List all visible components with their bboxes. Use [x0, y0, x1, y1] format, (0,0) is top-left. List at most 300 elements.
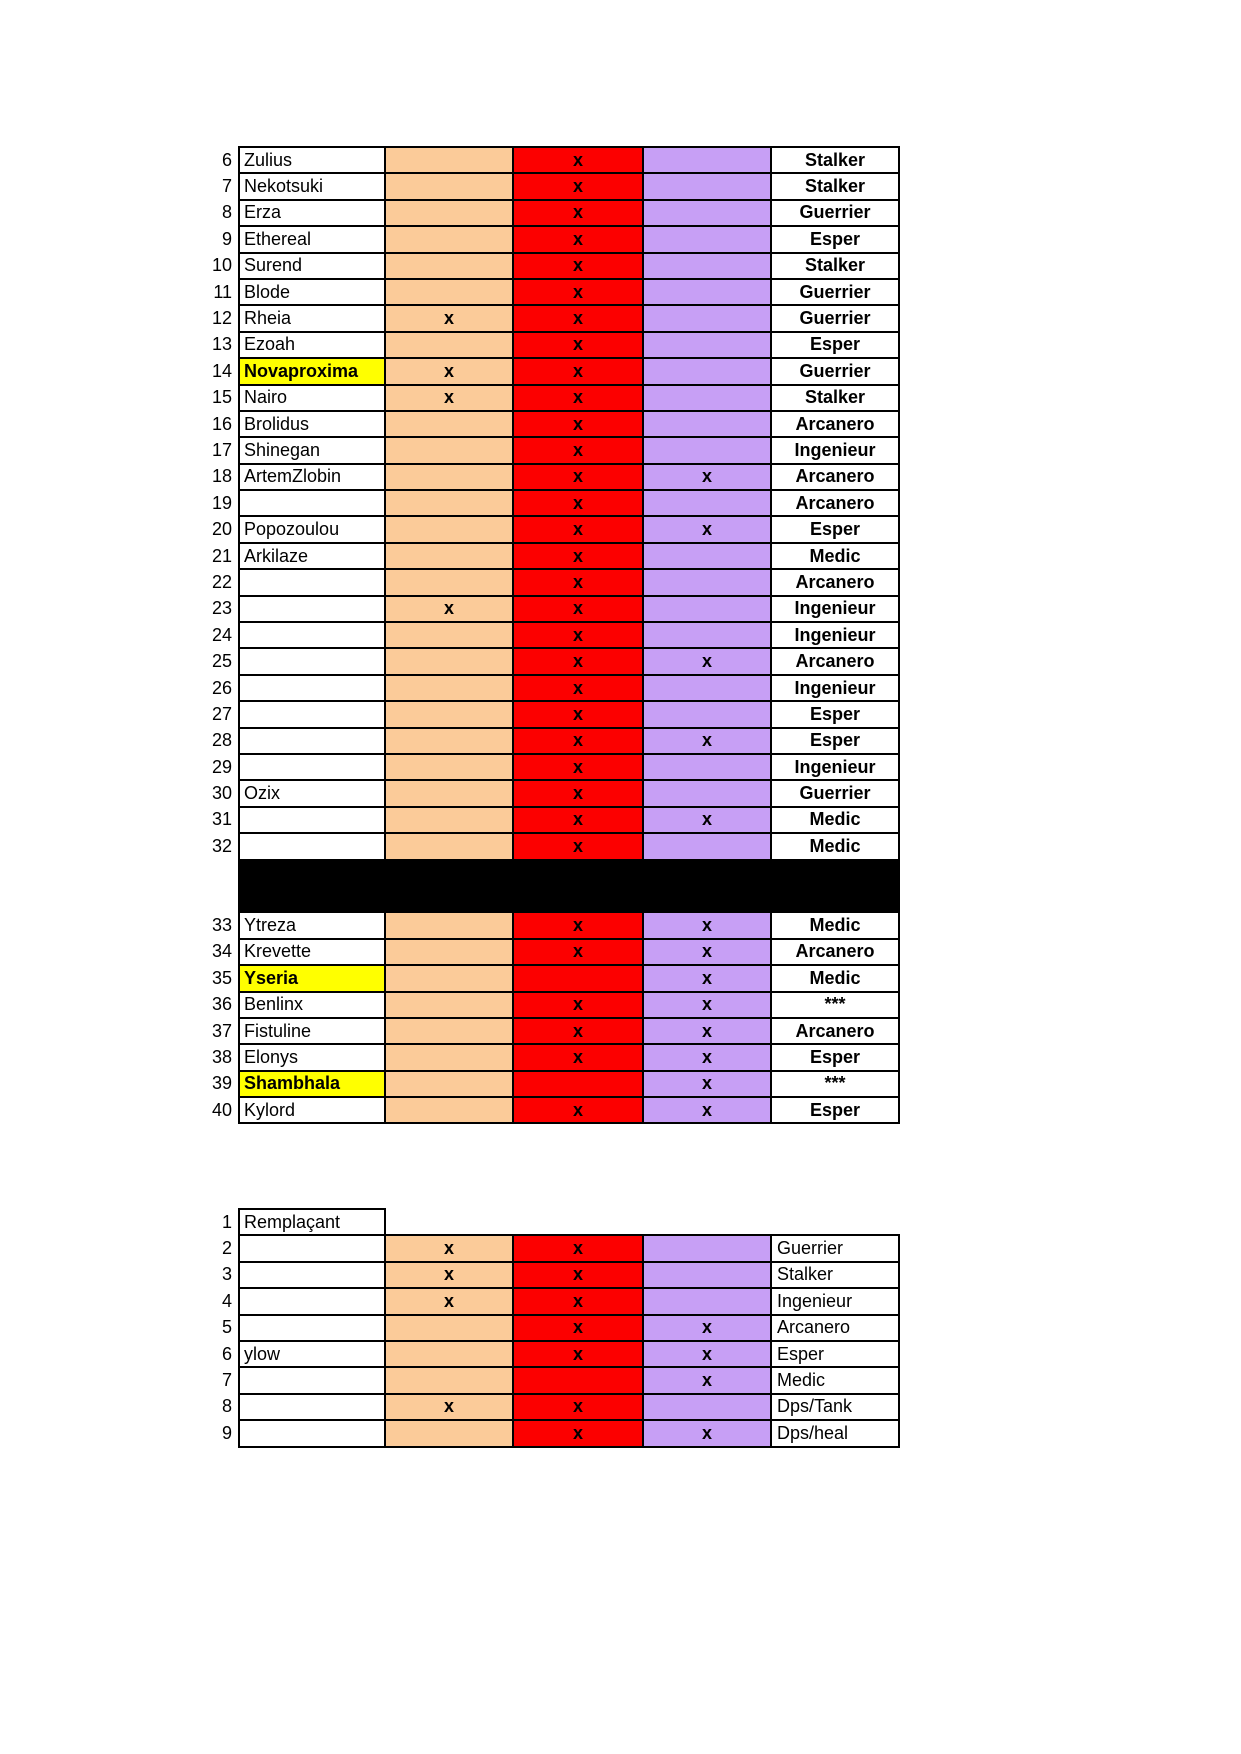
class-cell: Guerrier: [770, 1234, 900, 1262]
row-number: 20: [211, 519, 232, 540]
red-status-cell: x: [512, 1393, 644, 1421]
row-number: 16: [211, 413, 232, 434]
class-cell: Arcanero: [770, 938, 900, 966]
class-cell: Ingenieur: [770, 674, 900, 702]
roster-row-29: [205, 753, 900, 781]
row-number: 38: [211, 1046, 232, 1067]
roster-row-28: [205, 727, 900, 755]
name-cell: [238, 1234, 386, 1262]
orange-status-cell: [384, 647, 514, 675]
roster-row-18: [205, 463, 900, 491]
orange-status-cell: [384, 172, 514, 200]
purple-status-cell: x: [642, 727, 772, 755]
roster-row-19: [205, 489, 900, 517]
purple-status-cell: x: [642, 647, 772, 675]
red-status-cell: x: [512, 991, 644, 1019]
orange-status-cell: [384, 199, 514, 227]
name-cell: Brolidus: [238, 410, 386, 438]
red-status-cell: x: [512, 463, 644, 491]
orange-status-cell: [384, 1314, 514, 1342]
roster-row-38: [205, 1043, 900, 1071]
roster-row-7: [205, 172, 900, 200]
roster-row-32: [205, 832, 900, 860]
red-status-cell: x: [512, 727, 644, 755]
replacement-row-8: [205, 1393, 900, 1421]
name-cell: [238, 1287, 386, 1315]
class-cell: Stalker: [770, 146, 900, 174]
purple-status-cell: x: [642, 964, 772, 992]
name-cell: [238, 1393, 386, 1421]
purple-status-cell: [642, 357, 772, 385]
orange-status-cell: [384, 1340, 514, 1368]
replacement-row-7: [205, 1366, 900, 1394]
purple-status-cell: [642, 1261, 772, 1289]
orange-status-cell: [384, 1096, 514, 1124]
orange-status-cell: x: [384, 595, 514, 623]
roster-row-35: [205, 964, 900, 992]
class-cell: Esper: [770, 225, 900, 253]
class-cell: Ingenieur: [770, 1287, 900, 1315]
red-status-cell: x: [512, 146, 644, 174]
row-number: 8: [221, 202, 232, 223]
class-cell: Medic: [770, 806, 900, 834]
red-status-cell: x: [512, 1096, 644, 1124]
class-cell: Medic: [770, 542, 900, 570]
orange-status-cell: [384, 832, 514, 860]
purple-status-cell: x: [642, 1070, 772, 1098]
class-cell: Arcanero: [770, 489, 900, 517]
orange-status-cell: [384, 700, 514, 728]
name-cell: [238, 806, 386, 834]
roster-row-27: [205, 700, 900, 728]
class-cell: Ingenieur: [770, 753, 900, 781]
class-cell: ***: [770, 991, 900, 1019]
orange-status-cell: [384, 621, 514, 649]
orange-status-cell: [384, 991, 514, 1019]
name-cell: Surend: [238, 252, 386, 280]
orange-status-cell: [384, 1017, 514, 1045]
purple-status-cell: [642, 674, 772, 702]
purple-status-cell: [642, 489, 772, 517]
row-number: 15: [211, 387, 232, 408]
class-cell: Guerrier: [770, 779, 900, 807]
purple-status-cell: [642, 832, 772, 860]
roster-row-8: [205, 199, 900, 227]
name-cell: [238, 621, 386, 649]
purple-status-cell: x: [642, 1043, 772, 1071]
roster-row-12: [205, 304, 900, 332]
orange-status-cell: x: [384, 384, 514, 412]
name-cell: Benlinx: [238, 991, 386, 1019]
purple-status-cell: [642, 410, 772, 438]
replacement-row-4: [205, 1287, 900, 1315]
roster-row-24: [205, 621, 900, 649]
roster-row-39: [205, 1070, 900, 1098]
row-number: 22: [211, 571, 232, 592]
purple-status-cell: x: [642, 1366, 772, 1394]
red-status-cell: x: [512, 172, 644, 200]
row-number: 30: [211, 783, 232, 804]
row-number: 33: [211, 915, 232, 936]
purple-status-cell: [642, 621, 772, 649]
orange-status-cell: x: [384, 1234, 514, 1262]
row-number: 5: [221, 1317, 232, 1338]
name-cell: Popozoulou: [238, 515, 386, 543]
roster-row-16: [205, 410, 900, 438]
purple-status-cell: x: [642, 1017, 772, 1045]
red-status-cell: x: [512, 779, 644, 807]
row-number: 7: [221, 176, 232, 197]
red-status-cell: x: [512, 1340, 644, 1368]
name-cell: Yseria: [238, 964, 386, 992]
purple-status-cell: [642, 700, 772, 728]
red-status-cell: x: [512, 410, 644, 438]
class-cell: Medic: [770, 1366, 900, 1394]
red-status-cell: x: [512, 1043, 644, 1071]
class-cell: Guerrier: [770, 278, 900, 306]
row-number: 24: [211, 624, 232, 645]
class-cell: Ingenieur: [770, 595, 900, 623]
roster-row-17: [205, 436, 900, 464]
orange-status-cell: x: [384, 1261, 514, 1289]
purple-status-cell: x: [642, 911, 772, 939]
orange-status-cell: x: [384, 304, 514, 332]
red-status-cell: x: [512, 595, 644, 623]
class-cell: Arcanero: [770, 1314, 900, 1342]
orange-status-cell: [384, 278, 514, 306]
roster-row-20: [205, 515, 900, 543]
row-number: 3: [221, 1264, 232, 1285]
row-number: 12: [211, 308, 232, 329]
row-number: 36: [211, 994, 232, 1015]
red-status-cell: x: [512, 911, 644, 939]
replacement-row-9: [205, 1419, 900, 1447]
separator-row: [205, 859, 900, 914]
roster-row-37: [205, 1017, 900, 1045]
class-cell: Arcanero: [770, 568, 900, 596]
roster-row-36: [205, 991, 900, 1019]
roster-row-6: [205, 146, 900, 174]
row-number: 9: [221, 228, 232, 249]
purple-status-cell: [642, 146, 772, 174]
roster-row-13: [205, 331, 900, 359]
orange-status-cell: [384, 779, 514, 807]
purple-status-cell: x: [642, 463, 772, 491]
orange-status-cell: [384, 753, 514, 781]
orange-status-cell: [384, 463, 514, 491]
orange-status-cell: [384, 938, 514, 966]
red-status-cell: x: [512, 278, 644, 306]
red-status-cell: x: [512, 1314, 644, 1342]
orange-status-cell: [384, 964, 514, 992]
row-number: 6: [221, 1343, 232, 1364]
name-cell: Fistuline: [238, 1017, 386, 1045]
class-cell: Medic: [770, 832, 900, 860]
name-cell: [238, 753, 386, 781]
red-status-cell: x: [512, 753, 644, 781]
row-number: 7: [221, 1370, 232, 1391]
orange-status-cell: [384, 331, 514, 359]
red-status-cell: x: [512, 1261, 644, 1289]
class-cell: Esper: [770, 700, 900, 728]
replacement-row-3: [205, 1261, 900, 1289]
red-status-cell: x: [512, 568, 644, 596]
class-cell: Esper: [770, 1340, 900, 1368]
orange-status-cell: x: [384, 1393, 514, 1421]
purple-status-cell: [642, 779, 772, 807]
orange-status-cell: [384, 1419, 514, 1447]
roster-row-40: [205, 1096, 900, 1124]
red-status-cell: x: [512, 1287, 644, 1315]
class-cell: Guerrier: [770, 304, 900, 332]
purple-status-cell: [642, 252, 772, 280]
red-status-cell: x: [512, 331, 644, 359]
row-number: 8: [221, 1396, 232, 1417]
purple-status-cell: [642, 225, 772, 253]
roster-row-30: [205, 779, 900, 807]
purple-status-cell: x: [642, 1419, 772, 1447]
roster-row-21: [205, 542, 900, 570]
roster-row-25: [205, 647, 900, 675]
red-status-cell: x: [512, 621, 644, 649]
red-status-cell: [512, 964, 644, 992]
class-cell: Arcanero: [770, 1017, 900, 1045]
name-cell: Shambhala: [238, 1070, 386, 1098]
red-status-cell: x: [512, 542, 644, 570]
class-cell: Dps/heal: [770, 1419, 900, 1447]
row-number: 25: [211, 651, 232, 672]
purple-status-cell: x: [642, 938, 772, 966]
red-status-cell: [512, 1070, 644, 1098]
red-status-cell: x: [512, 489, 644, 517]
orange-status-cell: [384, 806, 514, 834]
roster-row-9: [205, 225, 900, 253]
red-status-cell: x: [512, 1419, 644, 1447]
purple-status-cell: [642, 1234, 772, 1262]
replacement-row-5: [205, 1314, 900, 1342]
class-cell: Arcanero: [770, 410, 900, 438]
row-number: 37: [211, 1020, 232, 1041]
row-number: 14: [211, 360, 232, 381]
class-cell: Esper: [770, 727, 900, 755]
name-cell: Ytreza: [238, 911, 386, 939]
name-cell: Rheia: [238, 304, 386, 332]
name-cell: [238, 568, 386, 596]
class-cell: Guerrier: [770, 199, 900, 227]
red-status-cell: x: [512, 515, 644, 543]
orange-status-cell: x: [384, 357, 514, 385]
orange-status-cell: [384, 674, 514, 702]
red-status-cell: x: [512, 304, 644, 332]
row-number: 27: [211, 703, 232, 724]
class-cell: Dps/Tank: [770, 1393, 900, 1421]
row-number: 2: [221, 1238, 232, 1259]
orange-status-cell: [384, 410, 514, 438]
purple-status-cell: x: [642, 1096, 772, 1124]
purple-status-cell: [642, 331, 772, 359]
purple-status-cell: [642, 384, 772, 412]
row-number: 32: [211, 835, 232, 856]
name-cell: Zulius: [238, 146, 386, 174]
purple-status-cell: x: [642, 1340, 772, 1368]
name-cell: [238, 1261, 386, 1289]
orange-status-cell: [384, 1070, 514, 1098]
class-cell: Stalker: [770, 1261, 900, 1289]
purple-status-cell: [642, 172, 772, 200]
red-status-cell: x: [512, 806, 644, 834]
orange-status-cell: [384, 1043, 514, 1071]
purple-status-cell: x: [642, 515, 772, 543]
main-roster-table: [205, 146, 900, 1124]
name-cell: ylow: [238, 1340, 386, 1368]
purple-status-cell: [642, 278, 772, 306]
orange-status-cell: [384, 568, 514, 596]
row-number: 31: [211, 809, 232, 830]
red-status-cell: x: [512, 225, 644, 253]
row-number: 23: [211, 598, 232, 619]
name-cell: Remplaçant: [238, 1208, 386, 1236]
red-status-cell: x: [512, 357, 644, 385]
purple-status-cell: x: [642, 991, 772, 1019]
class-cell: Ingenieur: [770, 621, 900, 649]
name-cell: [238, 727, 386, 755]
name-cell: Novaproxima: [238, 357, 386, 385]
replacement-table: [205, 1208, 900, 1448]
red-status-cell: x: [512, 832, 644, 860]
orange-status-cell: [384, 489, 514, 517]
class-cell: Esper: [770, 1043, 900, 1071]
name-cell: [238, 647, 386, 675]
row-number: 17: [211, 439, 232, 460]
purple-status-cell: x: [642, 1314, 772, 1342]
orange-status-cell: [384, 146, 514, 174]
purple-status-cell: [642, 304, 772, 332]
name-cell: Nekotsuki: [238, 172, 386, 200]
row-number: 11: [213, 281, 232, 302]
row-number: 34: [211, 941, 232, 962]
class-cell: Stalker: [770, 252, 900, 280]
row-number: 26: [211, 677, 232, 698]
roster-row-26: [205, 674, 900, 702]
roster-row-22: [205, 568, 900, 596]
red-status-cell: x: [512, 700, 644, 728]
row-number: 13: [211, 334, 232, 355]
class-cell: Stalker: [770, 384, 900, 412]
class-cell: Medic: [770, 911, 900, 939]
roster-row-23: [205, 595, 900, 623]
name-cell: Erza: [238, 199, 386, 227]
row-number: 35: [211, 967, 232, 988]
orange-status-cell: [384, 727, 514, 755]
purple-status-cell: [642, 436, 772, 464]
black-separator-bar: [238, 859, 900, 914]
class-cell: Ingenieur: [770, 436, 900, 464]
row-number: 9: [221, 1422, 232, 1443]
purple-status-cell: [642, 568, 772, 596]
red-status-cell: x: [512, 436, 644, 464]
name-cell: Shinegan: [238, 436, 386, 464]
name-cell: [238, 489, 386, 517]
roster-row-15: [205, 384, 900, 412]
name-cell: Nairo: [238, 384, 386, 412]
orange-status-cell: x: [384, 1287, 514, 1315]
class-cell: Arcanero: [770, 647, 900, 675]
name-cell: Kylord: [238, 1096, 386, 1124]
red-status-cell: x: [512, 674, 644, 702]
class-cell: Esper: [770, 1096, 900, 1124]
replacement-row-1: [205, 1208, 900, 1236]
class-cell: Arcanero: [770, 463, 900, 491]
row-number: 28: [211, 730, 232, 751]
row-number: 1: [221, 1211, 232, 1232]
purple-status-cell: [642, 199, 772, 227]
purple-status-cell: [642, 595, 772, 623]
orange-status-cell: [384, 542, 514, 570]
name-cell: Arkilaze: [238, 542, 386, 570]
red-status-cell: x: [512, 1234, 644, 1262]
name-cell: Blode: [238, 278, 386, 306]
red-status-cell: x: [512, 199, 644, 227]
orange-status-cell: [384, 1366, 514, 1394]
roster-row-33: [205, 911, 900, 939]
replacement-row-6: [205, 1340, 900, 1368]
class-cell: Medic: [770, 964, 900, 992]
red-status-cell: x: [512, 647, 644, 675]
roster-row-31: [205, 806, 900, 834]
red-status-cell: x: [512, 384, 644, 412]
row-number: 19: [211, 492, 232, 513]
roster-row-14: [205, 357, 900, 385]
class-cell: Guerrier: [770, 357, 900, 385]
name-cell: Elonys: [238, 1043, 386, 1071]
red-status-cell: x: [512, 252, 644, 280]
red-status-cell: x: [512, 1017, 644, 1045]
name-cell: Ethereal: [238, 225, 386, 253]
purple-status-cell: [642, 1393, 772, 1421]
row-number: 10: [211, 255, 232, 276]
orange-status-cell: [384, 911, 514, 939]
replacement-row-2: [205, 1234, 900, 1262]
row-number: 4: [221, 1290, 232, 1311]
orange-status-cell: [384, 436, 514, 464]
purple-status-cell: [642, 542, 772, 570]
class-cell: Stalker: [770, 172, 900, 200]
row-number: 29: [211, 756, 232, 777]
red-status-cell: [512, 1366, 644, 1394]
purple-status-cell: [642, 753, 772, 781]
name-cell: [238, 674, 386, 702]
class-cell: Esper: [770, 515, 900, 543]
name-cell: ArtemZlobin: [238, 463, 386, 491]
name-cell: Krevette: [238, 938, 386, 966]
name-cell: [238, 1314, 386, 1342]
row-number: 21: [211, 545, 232, 566]
name-cell: Ezoah: [238, 331, 386, 359]
row-number: 18: [211, 466, 232, 487]
roster-row-34: [205, 938, 900, 966]
class-cell: ***: [770, 1070, 900, 1098]
name-cell: [238, 595, 386, 623]
orange-status-cell: [384, 252, 514, 280]
row-number: 39: [211, 1073, 232, 1094]
name-cell: [238, 832, 386, 860]
orange-status-cell: [384, 515, 514, 543]
class-cell: Esper: [770, 331, 900, 359]
row-number: 40: [211, 1099, 232, 1120]
roster-row-11: [205, 278, 900, 306]
name-cell: Ozix: [238, 779, 386, 807]
name-cell: [238, 700, 386, 728]
